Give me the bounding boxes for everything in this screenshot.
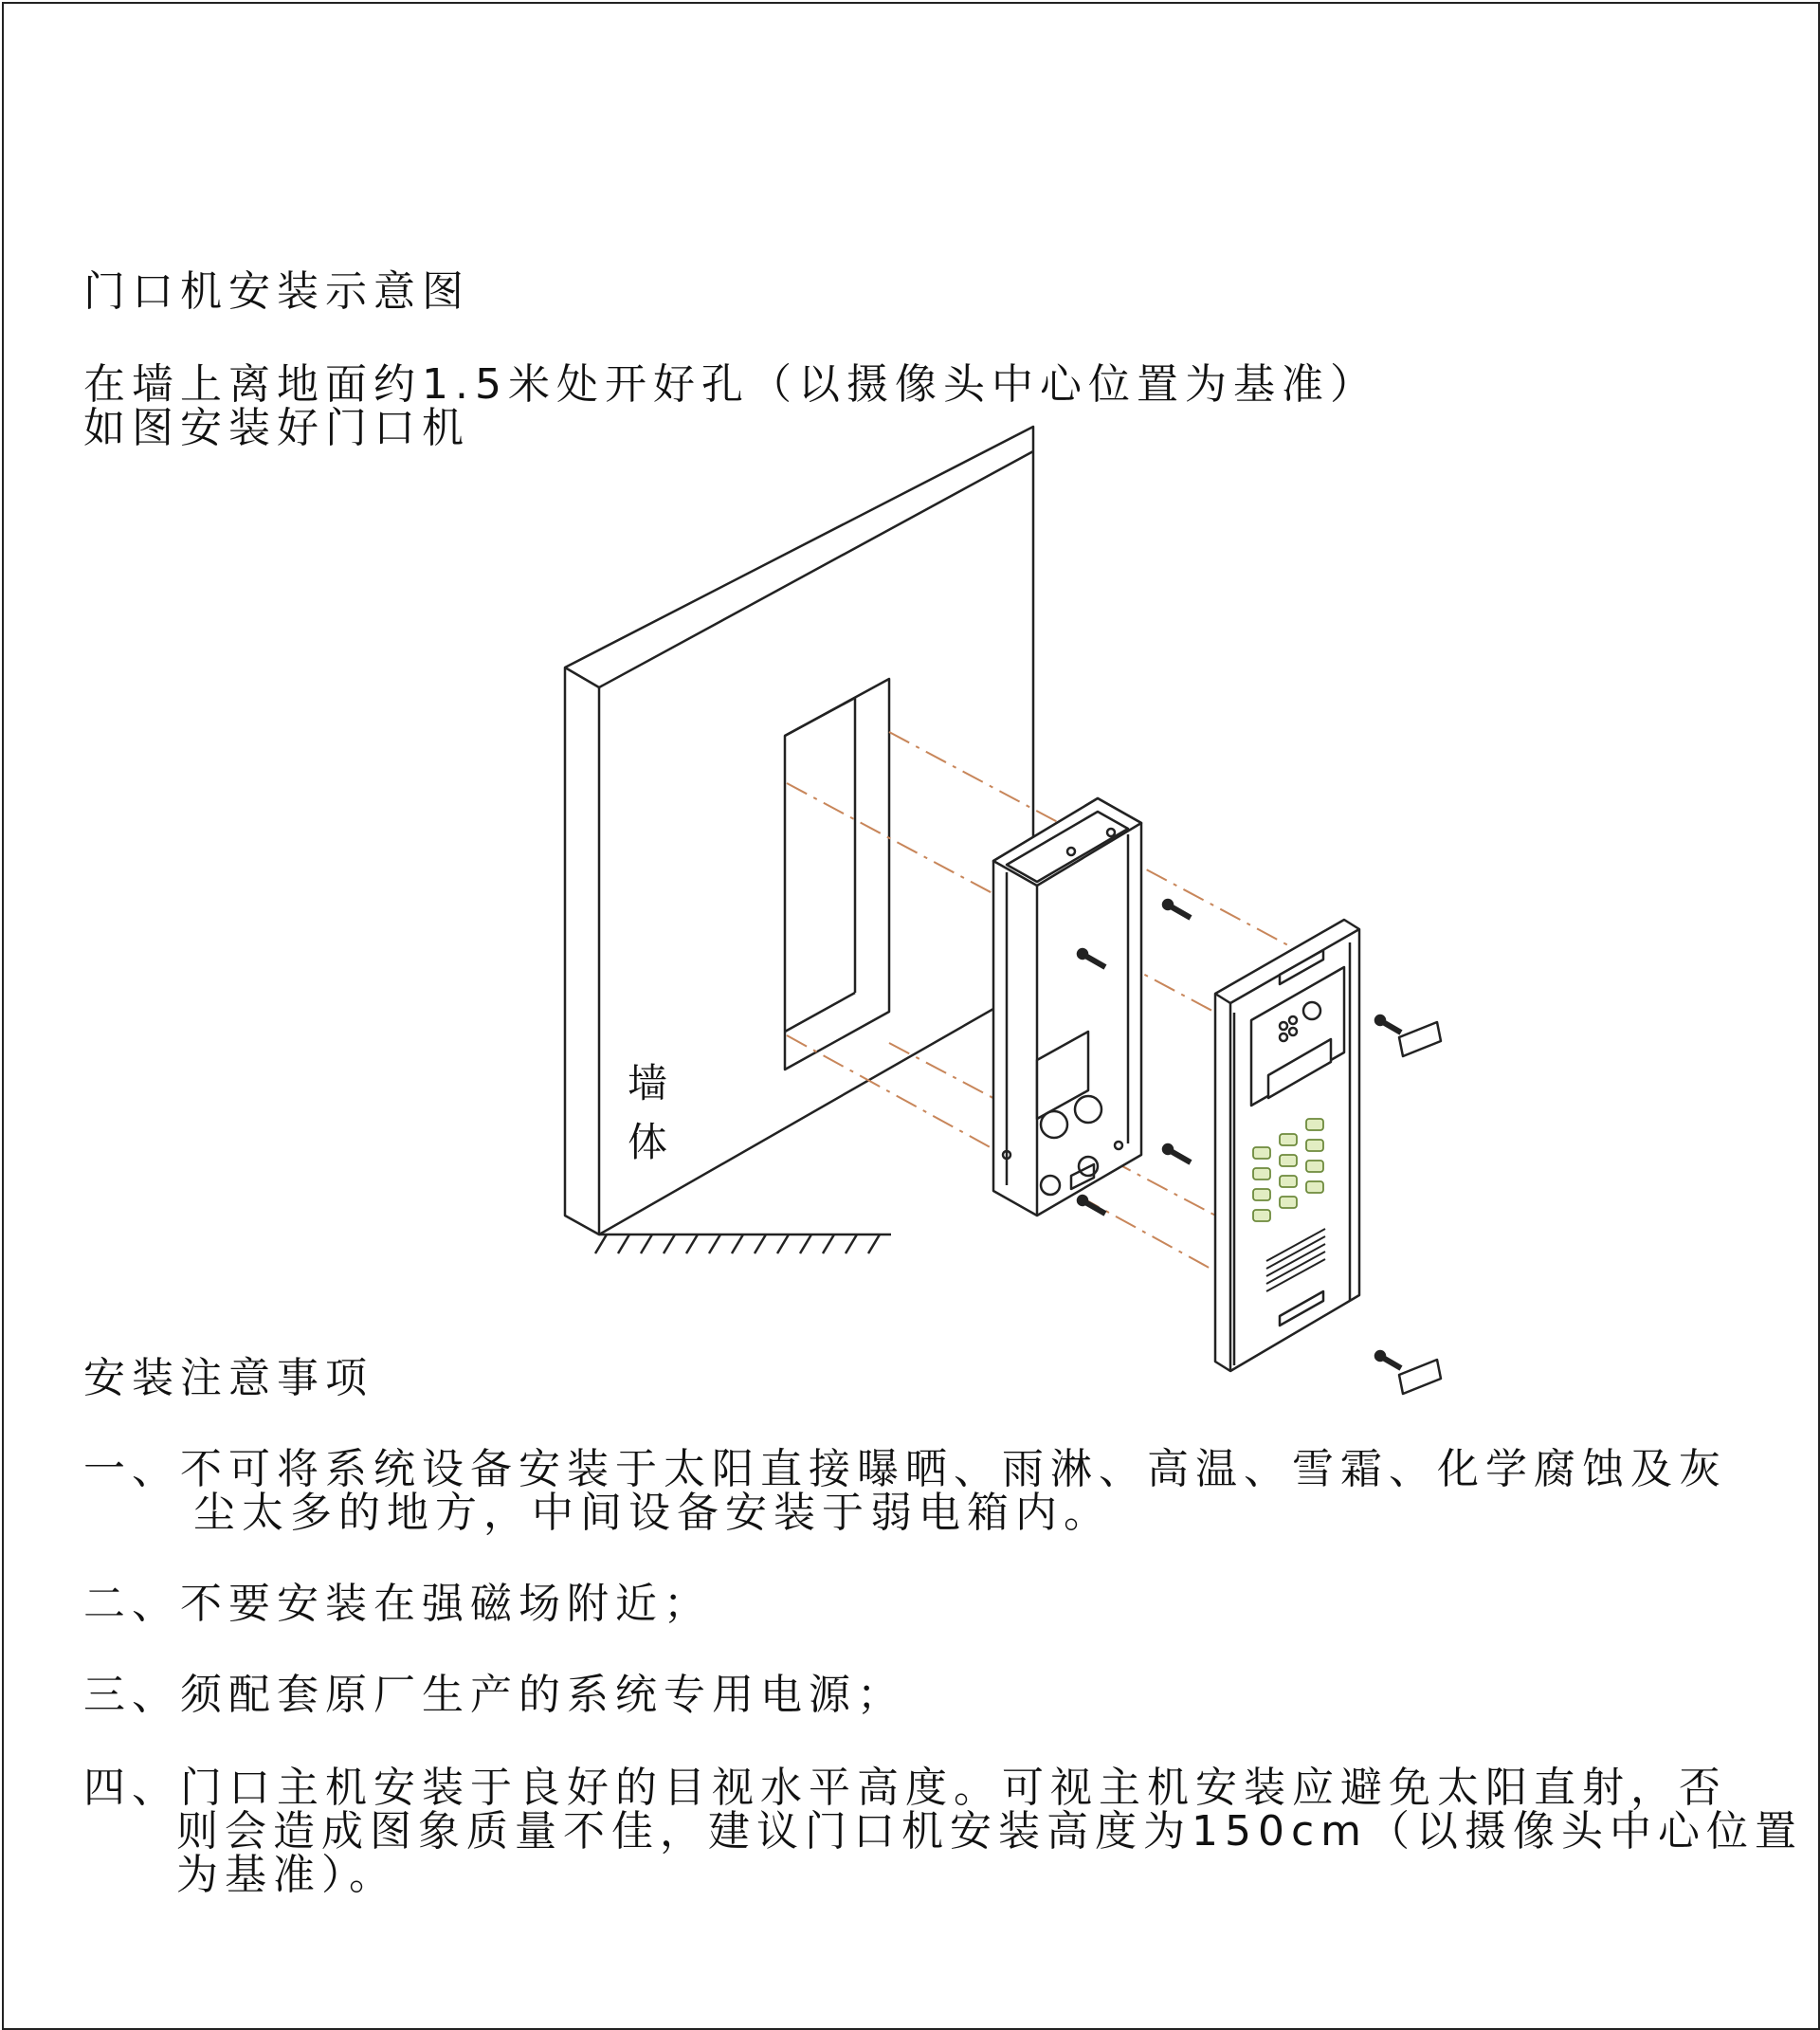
door-unit — [1215, 920, 1359, 1371]
note-4-line-2: 则会造成图象质量不佳，建议门口机安装高度为150cm（以摄像头中心位置 — [176, 1807, 1804, 1856]
notes-heading: 安装注意事项 — [83, 1354, 373, 1402]
page-title: 门口机安装示意图 — [83, 267, 470, 316]
floor-hatching — [595, 1234, 891, 1253]
note-4-line-1: 四、门口主机安装于良好的目视水平高度。可视主机安装应避免太阳直射，否 — [83, 1764, 1727, 1812]
wall-label-1: 墙 — [628, 1060, 668, 1106]
note-1-line-1: 一、不可将系统设备安装于太阳直接曝晒、雨淋、高温、雪霜、化学腐蚀及灰 — [83, 1445, 1727, 1493]
note-2: 二、不要安装在强磁场附近； — [83, 1580, 712, 1628]
screw-cover — [1399, 1022, 1441, 1394]
intro-line-1: 在墙上离地面约1.5米处开好孔（以摄像头中心位置为基准） — [83, 360, 1378, 409]
note-1-line-2: 尘太多的地方，中间设备安装于弱电箱内。 — [193, 1489, 1112, 1537]
wall-label-2: 体 — [628, 1119, 668, 1165]
back-box — [993, 798, 1141, 1216]
note-3: 三、须配套原厂生产的系统专用电源； — [83, 1671, 905, 1719]
intro-line-2: 如图安装好门口机 — [83, 404, 470, 452]
wall — [565, 427, 1033, 1234]
note-4-line-3: 为基准）。 — [176, 1851, 397, 1899]
